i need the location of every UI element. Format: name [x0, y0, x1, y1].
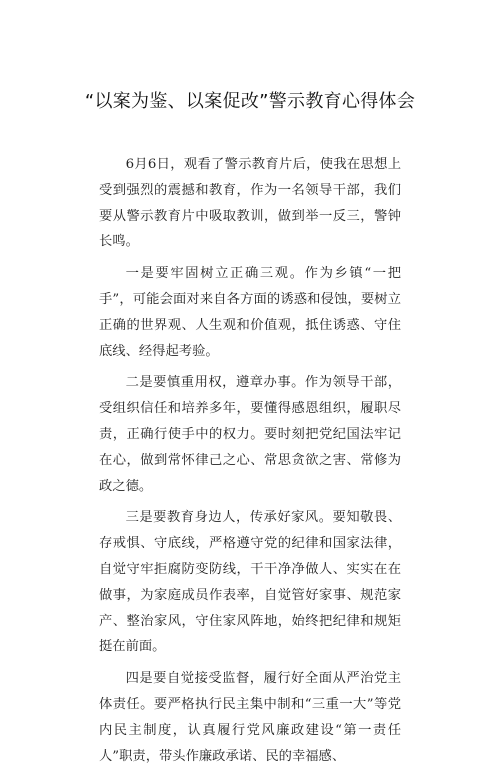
paragraph-point-2: 二是要慎重用权，遵章办事。作为领导干部，受组织信任和培养多年，要懂得感恩组织，履职尽责，正确行使手中的权力。要时刻把党纪国法牢记在心，做到常怀律己之心、常思贪欲之害、常修为政之德。: [99, 375, 401, 494]
paragraph-point-3: 三是要教育身边人，传承好家风。要知敬畏、存戒惧、守底线，严格遵守党的纪律和国家法律，自觉守牢拒腐防变防线，干干净净做人、实实在在做事，为家庭成员作表率，自觉管好家事、规范家产、整治家风，守住家风阵地，始终把纪律和规矩挺在前面。: [99, 510, 401, 655]
paragraph-intro: 6月6日，观看了警示教育片后，使我在思想上受到强烈的震撼和教育，作为一名领导干部，我们要从警示教育片中吸取教训，做到举一反三，警钟长鸣。: [99, 157, 401, 250]
paragraph-point-4: 四是要自觉接受监督，履行好全面从严治党主体责任。要严格执行民主集中制和“三重一大”等党内民主制度，认真履行党风廉政建设“第一责任人”职责，带头作廉政承诺、民的幸福感、: [99, 671, 401, 764]
paragraph-point-1: 一是要牢固树立正确三观。作为乡镇“一把手”，可能会面对来自各方面的诱惑和侵蚀，要树立正确的世界观、人生观和价值观，抵住诱惑、守住底线、经得起考验。: [99, 266, 401, 359]
document-title: “以案为鉴、以案促改”警示教育心得体会: [84, 91, 416, 112]
document-body: [99, 152, 401, 769]
